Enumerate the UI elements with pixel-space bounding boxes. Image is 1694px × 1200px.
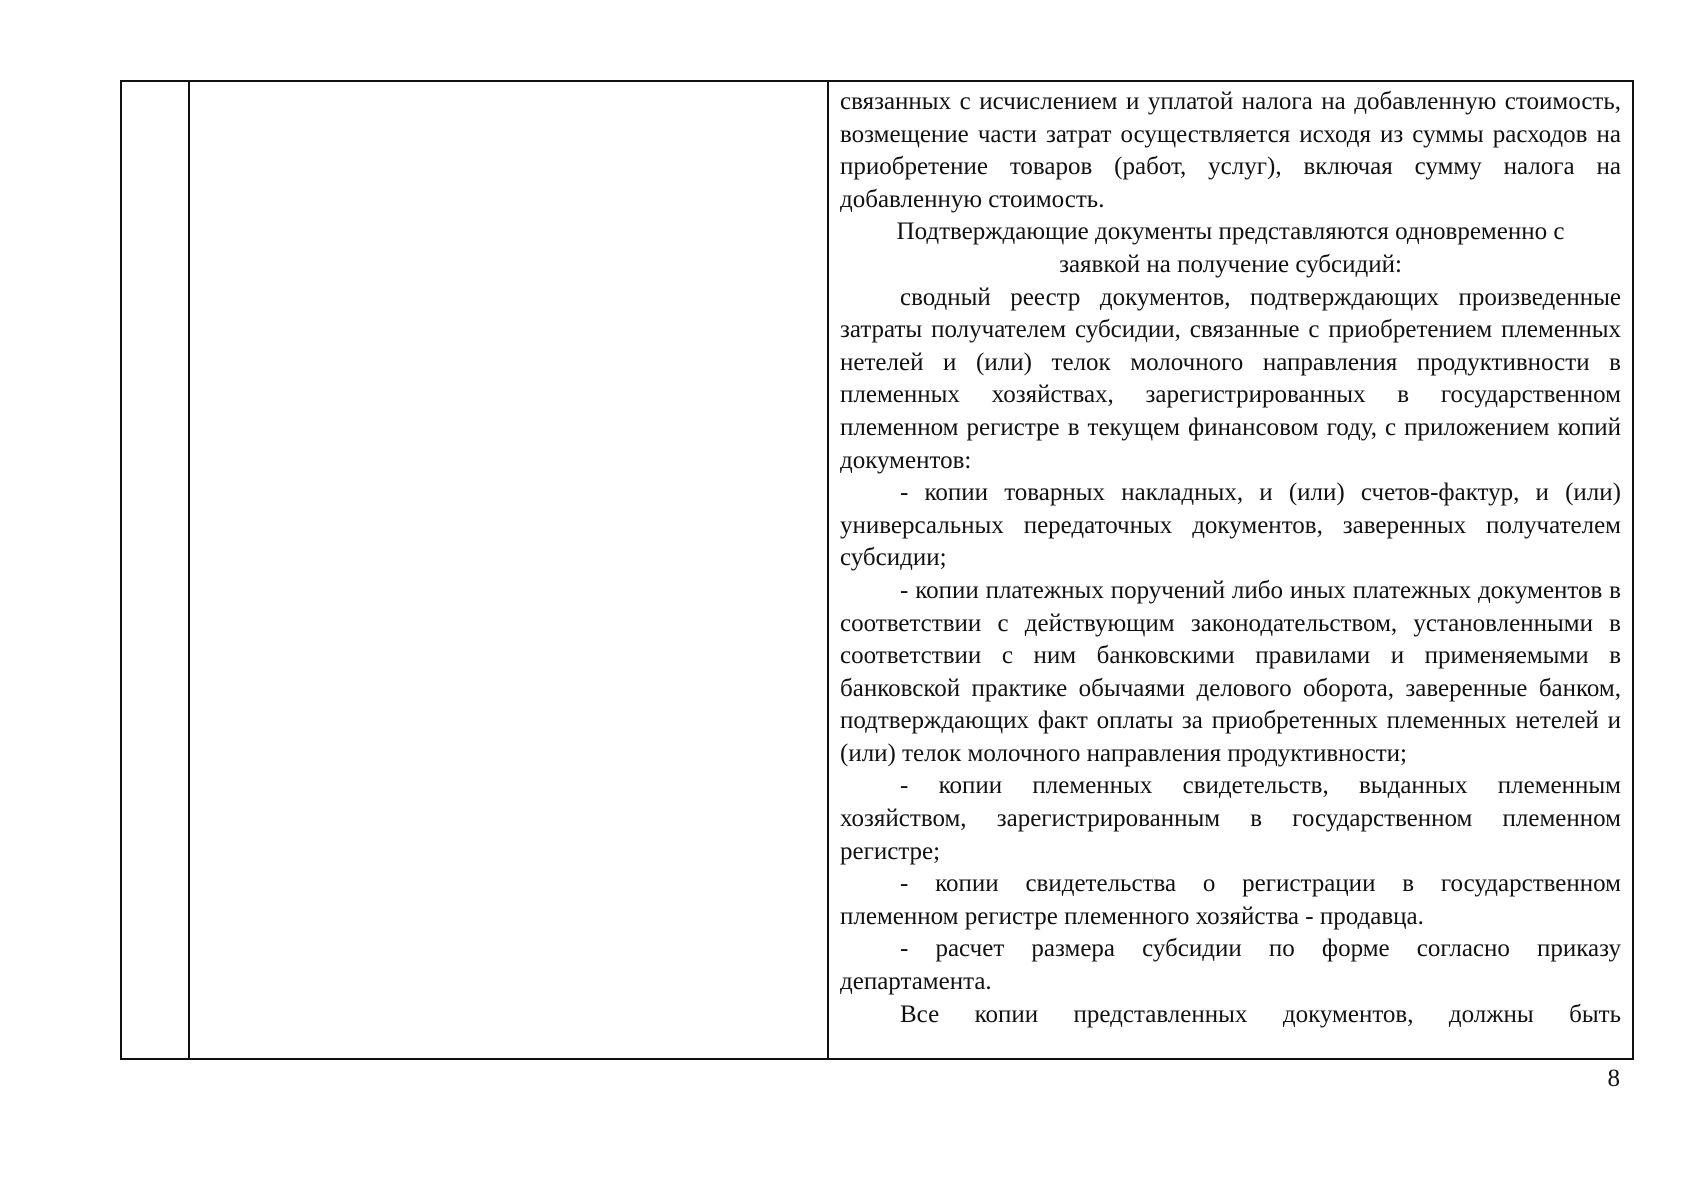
paragraph-registration-certificate: - копии свидетельства о регистрации в государственном племенном регистре племенного хозяйства - продавца. xyxy=(840,870,1621,930)
paragraph-payment-orders: - копии платежных поручений либо иных платежных документов в соответствии с действующим законодательством, установленными в соответствии с ним банковскими правилами и применяемыми в банковской практике обычаями делового оборота, заверенные банком, подтверждающих факт оплаты за приобретенных племенных нетелей и (или) телок молочного направления продуктивности; xyxy=(840,576,1621,767)
page-number: 8 xyxy=(1607,1065,1620,1092)
document-table xyxy=(120,80,1634,1060)
paragraph-vat: связанных с исчислением и уплатой налога на добавленную стоимость, возмещение части затрат осуществляется исходя из суммы расходов на приобретение товаров (работ, услуг), включая сумму налога на добавленную стоимость. xyxy=(840,88,1621,213)
table-column-name xyxy=(190,82,829,1058)
paragraph-all-copies: Все копии представленных документов, должны быть xyxy=(900,1000,1621,1028)
paragraph-summary-register: сводный реестр документов, подтверждающих произведенные затраты получателем субсидии, связанные с приобретением племенных нетелей и (или) телок молочного направления продуктивности в племенных хозяйствах, зарегистрированных в государственном племенном регистре в текущем финансовом году, с приложением копий документов: xyxy=(840,283,1621,474)
table-column-number xyxy=(122,82,190,1058)
paragraph-invoices: - копии товарных накладных, и (или) счетов-фактур, и (или) универсальных передаточных документов, заверенных получателем субсидии; xyxy=(840,479,1621,572)
paragraph-subsidy-calculation: - расчет размера субсидии по форме согласно приказу департамента. xyxy=(840,935,1621,996)
paragraph-breeding-certificates: - копии племенных свидетельств, выданных племенным хозяйством, зарегистрированным в государственном племенном регистре; xyxy=(840,772,1621,865)
table-column-content xyxy=(829,82,1632,1058)
paragraph-supporting-docs-heading: Подтверждающие документы представляются одновременно с заявкой на получение субсидий: xyxy=(896,218,1565,278)
